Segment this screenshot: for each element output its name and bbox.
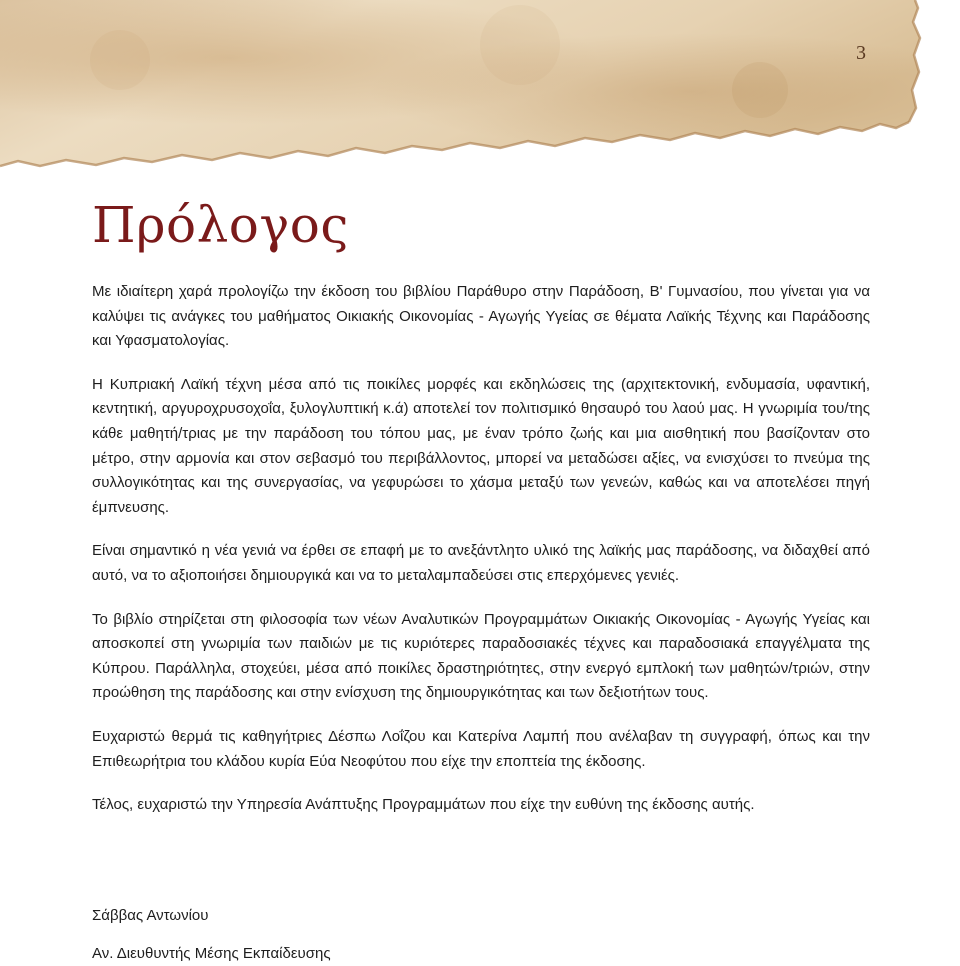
page-title: Πρόλογος	[92, 196, 349, 254]
parchment-header	[0, 0, 960, 180]
paragraph-2: Η Κυπριακή Λαϊκή τέχνη μέσα από τις ποικίλες μορφές και εκδηλώσεις της (αρχιτεκτονική, ενδυμασία, υφαντική, κεντητική, αργυροχρυσοχοΐα, ξυλογλυπτική κ.ά) αποτελεί τον πολιτισμικό θησαυρό του λαού μας. Η γνωριμία του/της κάθε μαθητή/τριας με την παράδοση του τόπου μας, με έναν τρόπο ζωής και μια αισθητική που βασίζονταν στο μέτρο, στην αρμονία και στον σεβασμό του περιβάλλοντος, μπορεί να μεταδώσει αξίες, να ενισχύσει το πνεύμα της συλλογικότητας και της συνεργασίας, να γεφυρώσει το χάσμα μεταξύ των γενεών, καθώς και να αποτελέσει πηγή έμπνευσης.	[92, 375, 870, 516]
signature-block	[92, 904, 331, 966]
paragraph-4: Το βιβλίο στηρίζεται στη φιλοσοφία των νέων Αναλυτικών Προγραμμάτων Οικιακής Οικονομίας - Αγωγής Υγείας και αποσκοπεί στη γνωριμία των παιδιών με τις κυριότερες παραδοσιακές τέχνες και παραδοσιακά επαγγέλματα της Κύπρου. Παράλληλα, στοχεύει, μέσα από ποικίλες δραστηριότητες, στην ενεργό εμπλοκή των μαθητών/τριών, στην προώθηση της παράδοσης και στην ενίσχυση της δημιουργικότητας και των δεξιοτήτων τους.	[92, 610, 870, 702]
parchment-graphic	[0, 0, 960, 180]
signature-name: Σάββας Αντωνίου	[92, 907, 209, 924]
paragraph-5: Ευχαριστώ θερμά τις καθηγήτριες Δέσπω Λοΐζου και Κατερίνα Λαμπή που ανέλαβαν τη συγγραφή, όπως και την Επιθεωρήτρια του κλάδου κυρία Εύα Νεοφύτου που είχε την εποπτεία της έκδοσης.	[92, 727, 870, 770]
prologue-body	[92, 280, 870, 837]
signature-role: Αν. Διευθυντής Μέσης Εκπαίδευσης	[92, 945, 331, 962]
paragraph-3: Είναι σημαντικό η νέα γενιά να έρθει σε επαφή με το ανεξάντλητο υλικό της λαϊκής μας παράδοσης, να διδαχθεί από αυτό, να το αξιοποιήσει δημιουργικά και να το μεταλαμπαδεύσει στις επερχόμενες γενιές.	[92, 542, 870, 584]
paragraph-6: Τέλος, ευχαριστώ την Υπηρεσία Ανάπτυξης Προγραμμάτων που είχε την ευθύνη της έκδοσης αυτής.	[92, 796, 755, 814]
page-number: 3	[856, 42, 866, 64]
paragraph-1: Με ιδιαίτερη χαρά προλογίζω την έκδοση του βιβλίου Παράθυρο στην Παράδοση, Β' Γυμνασίου, που γίνεται για να καλύψει τις ανάγκες του μαθήματος Οικιακής Οικονομίας - Αγωγής Υγείας σε θέματα Λαϊκής Τέχνης και Παράδοσης και Υφασματολογίας.	[92, 283, 870, 350]
